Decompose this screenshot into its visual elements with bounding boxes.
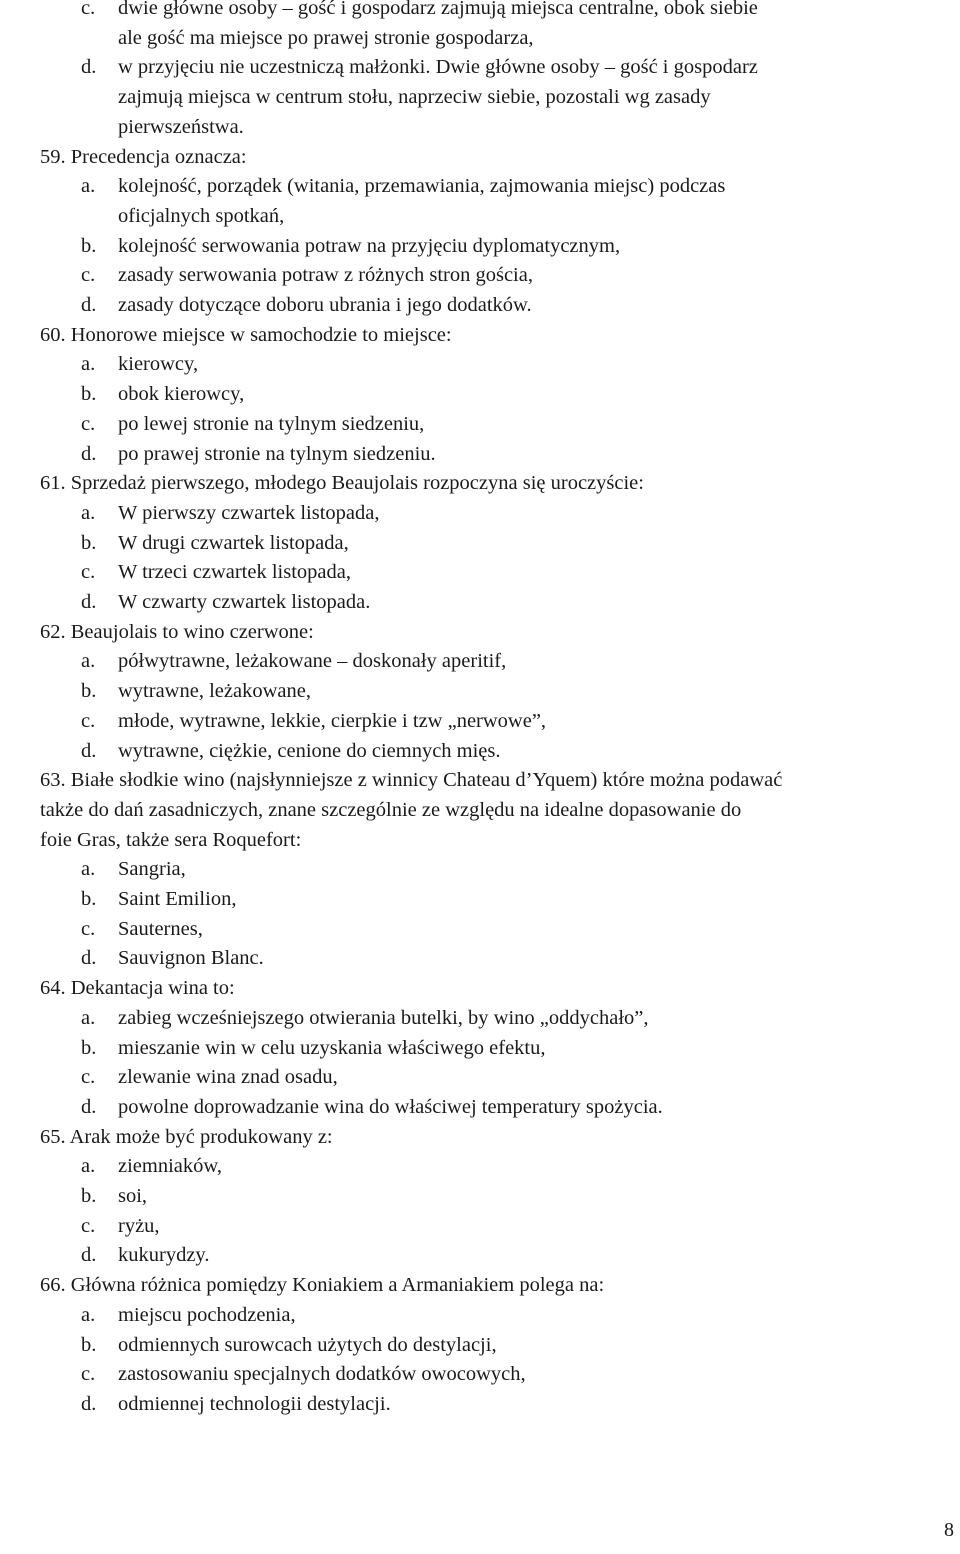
question-text-continued: foie Gras, także sera Roquefort: xyxy=(40,828,302,851)
option-a xyxy=(81,647,506,677)
option-label: b. xyxy=(81,1333,97,1356)
option-a xyxy=(81,350,198,380)
option-label: b. xyxy=(81,888,97,910)
option-label: d. xyxy=(81,739,97,762)
option-label: c. xyxy=(81,1214,96,1237)
option-c xyxy=(81,261,533,291)
option-label: c. xyxy=(81,561,96,584)
option-d xyxy=(81,291,532,321)
option-b xyxy=(81,1182,147,1212)
option-text: kierowcy, xyxy=(118,353,199,376)
question-63: 63. Białe słodkie wino (najsłynniejsze z winnicy Chateau d’Yquem) które można podawać xyxy=(40,769,783,792)
option-label: c. xyxy=(81,709,96,732)
page-number: 8 xyxy=(944,1519,954,1541)
option-c xyxy=(81,1212,160,1242)
option-label: d. xyxy=(81,591,97,613)
question-61: 61. Sprzedaż pierwszego, młodego Beaujolais rozpoczyna się uroczyście: xyxy=(40,472,644,495)
option-text: Sauternes, xyxy=(118,917,203,940)
option-text: po prawej stronie na tylnym siedzeniu. xyxy=(118,442,436,465)
option-label: d. xyxy=(81,1095,97,1118)
option-text: soi, xyxy=(118,1185,148,1207)
option-d xyxy=(81,1241,209,1271)
option-text: zasady dotyczące doboru ubrania i jego dodatków. xyxy=(118,294,532,316)
option-text: W czwarty czwartek listopada. xyxy=(118,591,371,613)
option-text: w przyjęciu nie uczestniczą małżonki. Dwie główne osoby – gość i gospodarz xyxy=(118,56,758,79)
option-label: c. xyxy=(81,1066,96,1089)
question-66: 66. Główna różnica pomiędzy Koniakiem a Armaniakiem polega na: xyxy=(40,1274,605,1297)
option-text: ziemniaków, xyxy=(118,1155,222,1178)
option-d xyxy=(81,944,264,974)
question-60: 60. Honorowe miejsce w samochodzie to miejsce: xyxy=(40,323,452,346)
option-label: c. xyxy=(81,1363,96,1386)
option-label: a. xyxy=(81,1155,96,1178)
option-text: Sauvignon Blanc. xyxy=(118,947,264,970)
question-62: 62. Beaujolais to wino czerwone: xyxy=(40,620,314,643)
option-label: a. xyxy=(81,175,96,198)
option-c xyxy=(81,558,351,588)
option-text: odmiennej technologii destylacji. xyxy=(118,1392,391,1415)
option-text: W drugi czwartek listopada, xyxy=(118,531,349,554)
option-text: zlewanie wina znad osadu, xyxy=(118,1066,338,1089)
option-text: zastosowaniu specjalnych dodatków owocowych, xyxy=(118,1363,526,1386)
option-label: d. xyxy=(81,56,97,79)
option-label: c. xyxy=(81,0,96,19)
question-59: 59. Precedencja oznacza: xyxy=(40,145,247,168)
option-a xyxy=(81,1301,296,1331)
option-label: d. xyxy=(81,294,97,316)
option-text: Saint Emilion, xyxy=(118,888,237,910)
option-label: b. xyxy=(81,1185,97,1207)
option-text: Sangria, xyxy=(118,858,186,881)
option-text: odmiennych surowcach użytych do destylacji, xyxy=(118,1333,497,1356)
option-b xyxy=(81,1034,546,1064)
option-c xyxy=(81,1360,526,1390)
option-label: a. xyxy=(81,1006,96,1029)
option-label: d. xyxy=(81,947,97,970)
option-text: obok kierowcy, xyxy=(118,383,245,406)
option-a xyxy=(81,1004,649,1034)
option-a xyxy=(81,499,379,529)
option-label: c. xyxy=(81,264,96,287)
option-text: W trzeci czwartek listopada, xyxy=(118,561,351,584)
option-label: a. xyxy=(81,501,96,524)
option-a xyxy=(81,172,725,202)
option-text: wytrawne, ciężkie, cenione do ciemnych mięs. xyxy=(118,739,501,762)
option-label: b. xyxy=(81,234,97,257)
option-c xyxy=(81,1063,338,1093)
option-text: zabieg wcześniejszego otwierania butelki, by wino „oddychało”, xyxy=(118,1006,649,1029)
option-text: ryżu, xyxy=(118,1214,160,1237)
option-text: dwie główne osoby – gość i gospodarz zajmują miejsca centralne, obok siebie xyxy=(118,0,758,19)
option-label: d. xyxy=(81,1244,97,1267)
option-label: d. xyxy=(81,442,97,465)
option-c xyxy=(81,0,758,24)
option-d xyxy=(81,588,370,618)
option-label: d. xyxy=(81,1392,97,1415)
option-label: c. xyxy=(81,917,96,940)
option-text-continued: pierwszeństwa. xyxy=(118,115,244,138)
option-b xyxy=(81,677,311,707)
option-text-continued: ale gość ma miejsce po prawej stronie gospodarza, xyxy=(118,26,534,49)
option-label: b. xyxy=(81,531,97,554)
option-text: kukurydzy. xyxy=(118,1244,210,1267)
option-d xyxy=(81,1390,391,1420)
option-label: a. xyxy=(81,1303,96,1326)
option-text: powolne doprowadzanie wina do właściwej temperatury spożycia. xyxy=(118,1095,663,1118)
option-text: kolejność, porządek (witania, przemawiania, zajmowania miejsc) podczas xyxy=(118,175,726,198)
option-c xyxy=(81,410,424,440)
option-text: młode, wytrawne, lekkie, cierpkie i tzw „nerwowe”, xyxy=(118,709,547,732)
option-c xyxy=(81,707,546,737)
option-d xyxy=(81,1093,663,1123)
option-text: zasady serwowania potraw z różnych stron gościa, xyxy=(118,264,533,287)
option-b xyxy=(81,885,236,915)
option-text: kolejność serwowania potraw na przyjęciu dyplomatycznym, xyxy=(118,234,621,257)
option-label: b. xyxy=(81,1036,97,1059)
option-d xyxy=(81,53,758,83)
option-b xyxy=(81,1331,497,1361)
option-d xyxy=(81,440,436,470)
option-b xyxy=(81,380,244,410)
option-d xyxy=(81,737,501,767)
question-64: 64. Dekantacja wina to: xyxy=(40,977,235,1000)
option-a xyxy=(81,855,186,885)
option-b xyxy=(81,529,349,559)
option-text: miejscu pochodzenia, xyxy=(118,1303,296,1326)
option-label: a. xyxy=(81,353,96,376)
option-label: a. xyxy=(81,858,96,881)
option-b xyxy=(81,232,620,262)
option-text: W pierwszy czwartek listopada, xyxy=(118,501,380,524)
option-text-continued: oficjalnych spotkań, xyxy=(118,204,285,227)
question-65: 65. Arak może być produkowany z: xyxy=(40,1125,333,1148)
option-label: b. xyxy=(81,383,97,406)
option-label: b. xyxy=(81,680,97,703)
option-label: c. xyxy=(81,412,96,435)
option-c xyxy=(81,915,203,945)
option-text: po lewej stronie na tylnym siedzeniu, xyxy=(118,412,425,435)
option-text: mieszanie win w celu uzyskania właściwego efektu, xyxy=(118,1036,546,1059)
option-text-continued: zajmują miejsca w centrum stołu, naprzeciw siebie, pozostali wg zasady xyxy=(118,86,711,109)
option-text: półwytrawne, leżakowane – doskonały aperitif, xyxy=(118,650,507,673)
option-a xyxy=(81,1152,222,1182)
option-label: a. xyxy=(81,650,96,673)
option-text: wytrawne, leżakowane, xyxy=(118,680,311,703)
question-text-continued: także do dań zasadniczych, znane szczególnie ze względu na idealne dopasowanie do xyxy=(40,798,742,821)
